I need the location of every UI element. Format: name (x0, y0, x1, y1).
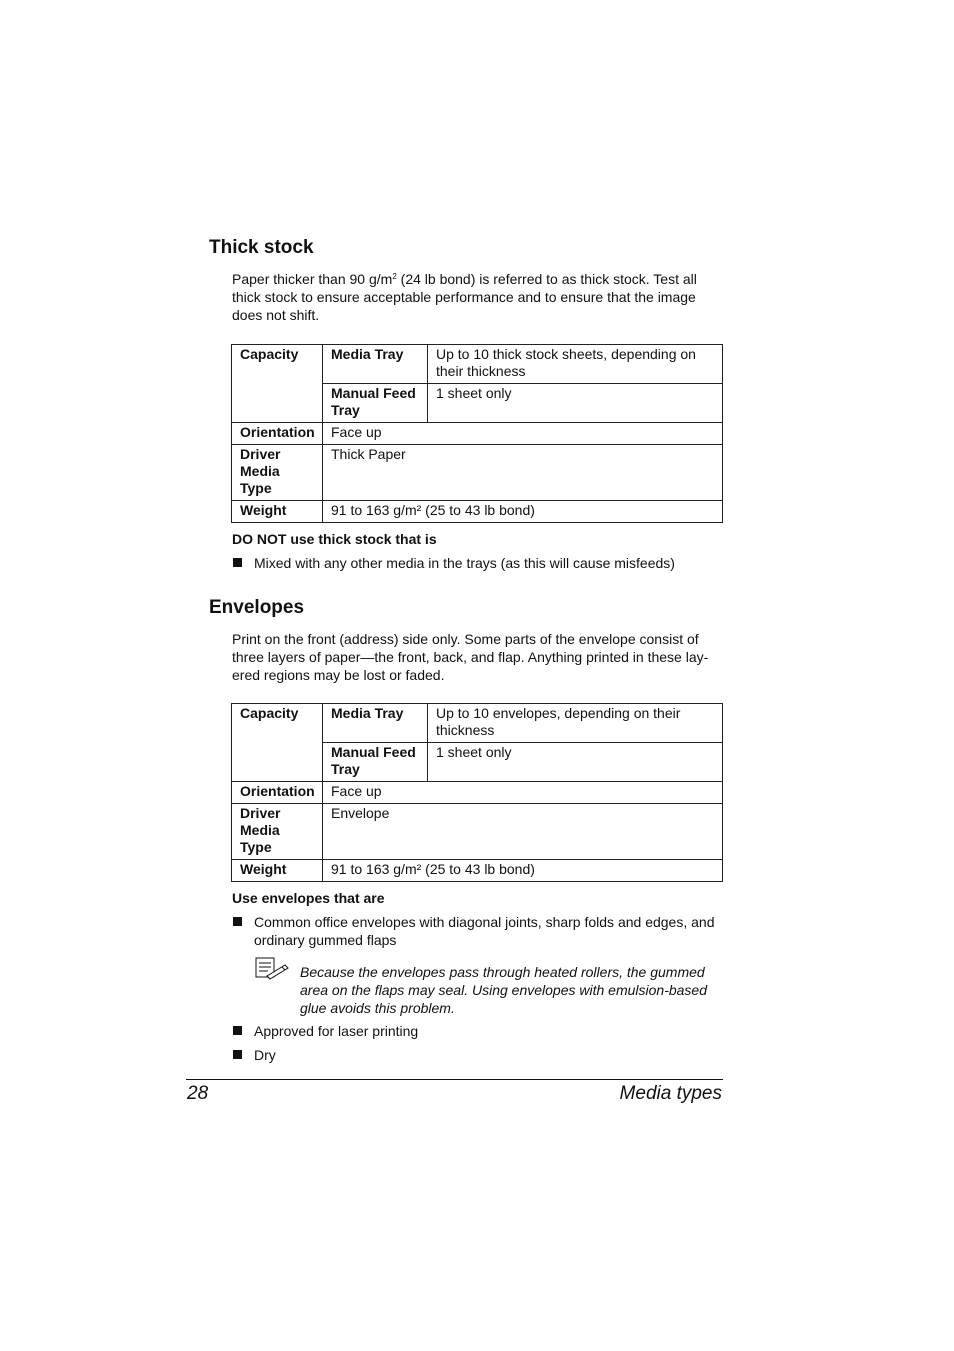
orientation-value: Face up (323, 782, 723, 804)
donot-heading: DO NOT use thick stock that is (232, 531, 437, 547)
intro-text-pre: Paper thicker than 90 g/m (232, 271, 393, 287)
list-item (254, 1022, 724, 1040)
orientation-label: Orientation (232, 423, 323, 445)
media-tray-label: Media Tray (323, 345, 428, 384)
use-envelopes-heading: Use envelopes that are (232, 890, 385, 906)
driver-media-type-value: Thick Paper (323, 445, 723, 501)
list-item-text: Common office envelopes with diagonal joints, sharp folds and edges, and ordinary gummed flaps (254, 914, 715, 948)
driver-media-type-value: Envelope (323, 804, 723, 860)
list-item (254, 554, 724, 572)
footer-divider (186, 1079, 723, 1080)
orientation-value: Face up (323, 423, 723, 445)
media-tray-value: Up to 10 thick stock sheets, depending on their thickness (428, 345, 723, 384)
manual-feed-label: Manual Feed Tray (323, 384, 428, 423)
manual-feed-value: 1 sheet only (428, 384, 723, 423)
capacity-label: Capacity (232, 345, 323, 423)
list-item-text: Dry (254, 1047, 276, 1063)
section-heading-envelopes: Envelopes (209, 597, 305, 618)
list-item-text: Mixed with any other media in the trays (as this will cause misfeeds) (254, 555, 675, 571)
weight-value: 91 to 163 g/m² (25 to 43 lb bond) (323, 501, 723, 523)
weight-label: Weight (232, 501, 323, 523)
thick-stock-spec-table (231, 344, 723, 523)
weight-label: Weight (232, 860, 323, 882)
manual-feed-label: Manual Feed Tray (323, 743, 428, 782)
section-heading-thick-stock: Thick stock (209, 237, 314, 258)
note-pencil-icon (254, 956, 290, 980)
bullet-square-icon (233, 917, 242, 926)
bullet-square-icon (233, 1050, 242, 1059)
driver-media-type-label: Driver Media Type (232, 804, 323, 860)
list-item-text: Approved for laser printing (254, 1023, 419, 1039)
intro-superscript: 2 (392, 272, 397, 281)
weight-value: 91 to 163 g/m² (25 to 43 lb bond) (323, 860, 723, 882)
media-tray-value: Up to 10 envelopes, depending on their thickness (428, 704, 723, 743)
bullet-square-icon (233, 1026, 242, 1035)
list-item (254, 1046, 724, 1064)
intro-text-post: (24 lb bond) is referred to as thick stock. Test all thick stock to ensure acceptable performance and to ensure that the image does not shift. (232, 271, 697, 323)
footer-section-title: Media types (619, 1083, 722, 1104)
driver-media-type-label: Driver Media Type (232, 445, 323, 501)
manual-feed-value: 1 sheet only (428, 743, 723, 782)
capacity-label: Capacity (232, 704, 323, 782)
note-text: Because the envelopes pass through heated rollers, the gummed area on the flaps may seal. Using envelopes with emulsion-based glue avoids this problem. (300, 964, 708, 1016)
envelopes-intro: Print on the front (address) side only. Some parts of the envelope consist of three layers of paper—the front, back, and flap. Anything printed in these lay-ered regions may be lost or faded. (232, 631, 709, 683)
media-tray-label: Media Tray (323, 704, 428, 743)
envelopes-spec-table (231, 703, 723, 882)
list-item (254, 913, 724, 949)
orientation-label: Orientation (232, 782, 323, 804)
thick-stock-intro (232, 270, 724, 324)
page-number: 28 (187, 1083, 209, 1104)
bullet-square-icon (233, 558, 242, 567)
